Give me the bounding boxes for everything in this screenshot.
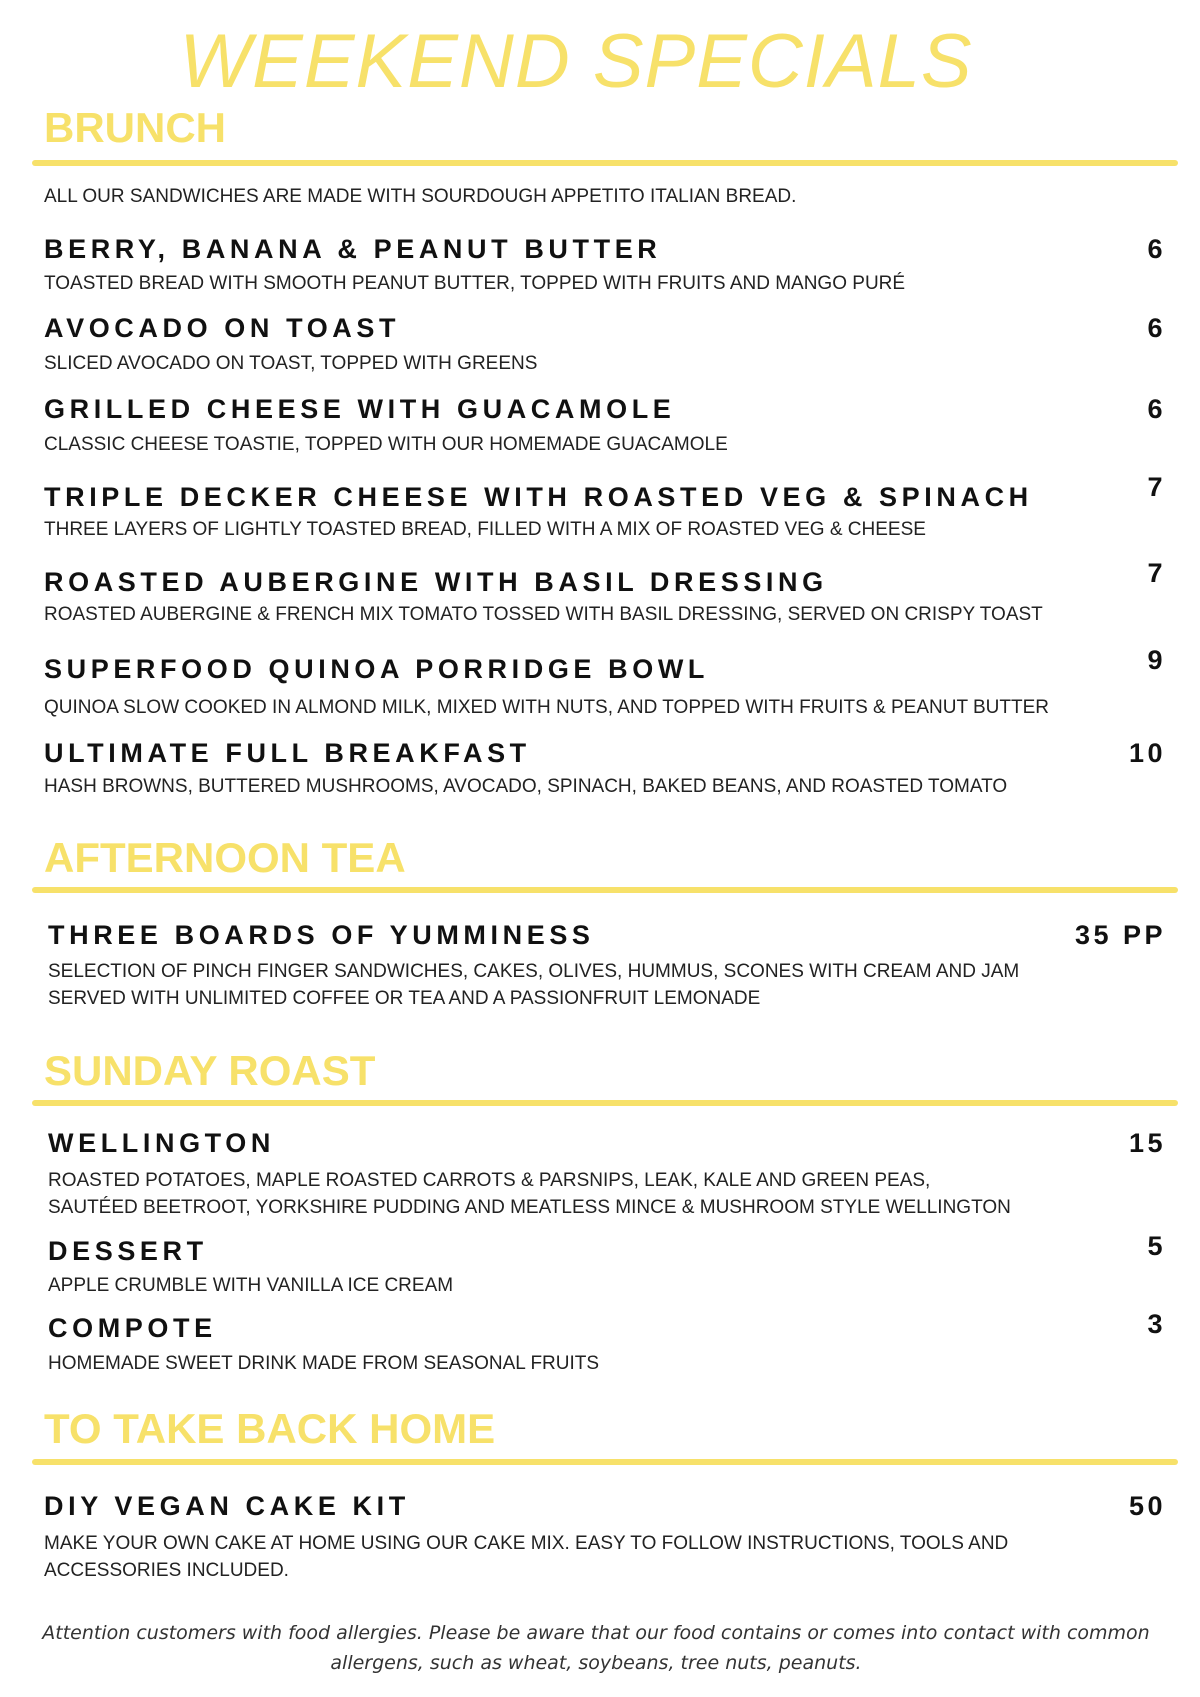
item-price: 15 [1128,1128,1166,1158]
section-divider [32,1459,1178,1465]
allergy-notice-line: allergens, such as wheat, soybeans, tree nuts, peanuts. [330,1652,862,1674]
section-heading-afternoon-tea: AFTERNOON TEA [44,834,406,881]
item-name: AVOCADO ON TOAST [44,313,401,343]
item-description: ROASTED AUBERGINE & FRENCH MIX TOMATO TOSSED WITH BASIL DRESSING, SERVED ON CRISPY TOAST [44,604,1043,625]
section-divider [32,160,1178,166]
item-name: BERRY, BANANA & PEANUT BUTTER [44,234,662,264]
item-name: WELLINGTON [48,1128,275,1158]
item-description: SAUTÉED BEETROOT, YORKSHIRE PUDDING AND MEATLESS MINCE & MUSHROOM STYLE WELLINGTON [48,1197,1011,1218]
section-heading-sunday-roast: SUNDAY ROAST [44,1047,376,1094]
item-description: APPLE CRUMBLE WITH VANILLA ICE CREAM [48,1275,454,1296]
item-name: DESSERT [48,1236,208,1266]
brunch-note: ALL OUR SANDWICHES ARE MADE WITH SOURDOUGH APPETITO ITALIAN BREAD. [44,186,797,207]
item-name: COMPOTE [48,1313,217,1343]
item-name: ULTIMATE FULL BREAKFAST [44,738,531,768]
item-price: 9 [1147,645,1166,675]
item-price: 3 [1147,1309,1166,1339]
item-description: SERVED WITH UNLIMITED COFFEE OR TEA AND A PASSIONFRUIT LEMONADE [48,988,761,1009]
item-description: ACCESSORIES INCLUDED. [44,1560,289,1581]
item-description: SELECTION OF PINCH FINGER SANDWICHES, CAKES, OLIVES, HUMMUS, SCONES WITH CREAM AND JAM [48,961,1020,982]
item-description: HOMEMADE SWEET DRINK MADE FROM SEASONAL FRUITS [48,1353,600,1374]
item-price: 50 [1128,1491,1166,1521]
item-price: 7 [1147,558,1166,588]
section-heading-take-home: TO TAKE BACK HOME [44,1405,496,1452]
item-name: SUPERFOOD QUINOA PORRIDGE BOWL [44,654,710,684]
item-price: 6 [1147,394,1166,424]
item-price: 5 [1147,1231,1166,1261]
item-price: 7 [1147,472,1166,502]
section-heading-brunch: BRUNCH [44,104,226,151]
page-title: WEEKEND SPECIALS [179,19,973,104]
item-name: TRIPLE DECKER CHEESE WITH ROASTED VEG & SPINACH [44,482,1033,512]
item-name: GRILLED CHEESE WITH GUACAMOLE [44,394,676,424]
item-description: MAKE YOUR OWN CAKE AT HOME USING OUR CAKE MIX. EASY TO FOLLOW INSTRUCTIONS, TOOLS AND [44,1533,1009,1554]
item-description: THREE LAYERS OF LIGHTLY TOASTED BREAD, FILLED WITH A MIX OF ROASTED VEG & CHEESE [44,519,926,540]
item-description: CLASSIC CHEESE TOASTIE, TOPPED WITH OUR HOMEMADE GUACAMOLE [44,434,728,455]
item-name: THREE BOARDS OF YUMMINESS [48,920,595,950]
allergy-notice-line: Attention customers with food allergies. Please be aware that our food contains or comes into contact with common [42,1622,1150,1644]
item-description: QUINOA SLOW COOKED IN ALMOND MILK, MIXED WITH NUTS, AND TOPPED WITH FRUITS & PEANUT BUTTER [44,697,1050,718]
item-description: SLICED AVOCADO ON TOAST, TOPPED WITH GREENS [44,353,538,374]
item-price: 6 [1147,313,1166,343]
item-description: TOASTED BREAD WITH SMOOTH PEANUT BUTTER, TOPPED WITH FRUITS AND MANGO PURÉ [44,273,906,294]
allergy-notice [40,1618,1152,1678]
item-price: 35 PP [1074,920,1166,950]
section-divider [32,1100,1178,1106]
item-description: ROASTED POTATOES, MAPLE ROASTED CARROTS & PARSNIPS, LEAK, KALE AND GREEN PEAS, [48,1170,931,1191]
item-name: ROASTED AUBERGINE WITH BASIL DRESSING [44,567,828,597]
item-price: 10 [1128,738,1166,768]
item-description: HASH BROWNS, BUTTERED MUSHROOMS, AVOCADO, SPINACH, BAKED BEANS, AND ROASTED TOMATO [44,776,1008,797]
section-divider [32,887,1178,893]
item-name: DIY VEGAN CAKE KIT [44,1491,410,1521]
item-price: 6 [1147,234,1166,264]
